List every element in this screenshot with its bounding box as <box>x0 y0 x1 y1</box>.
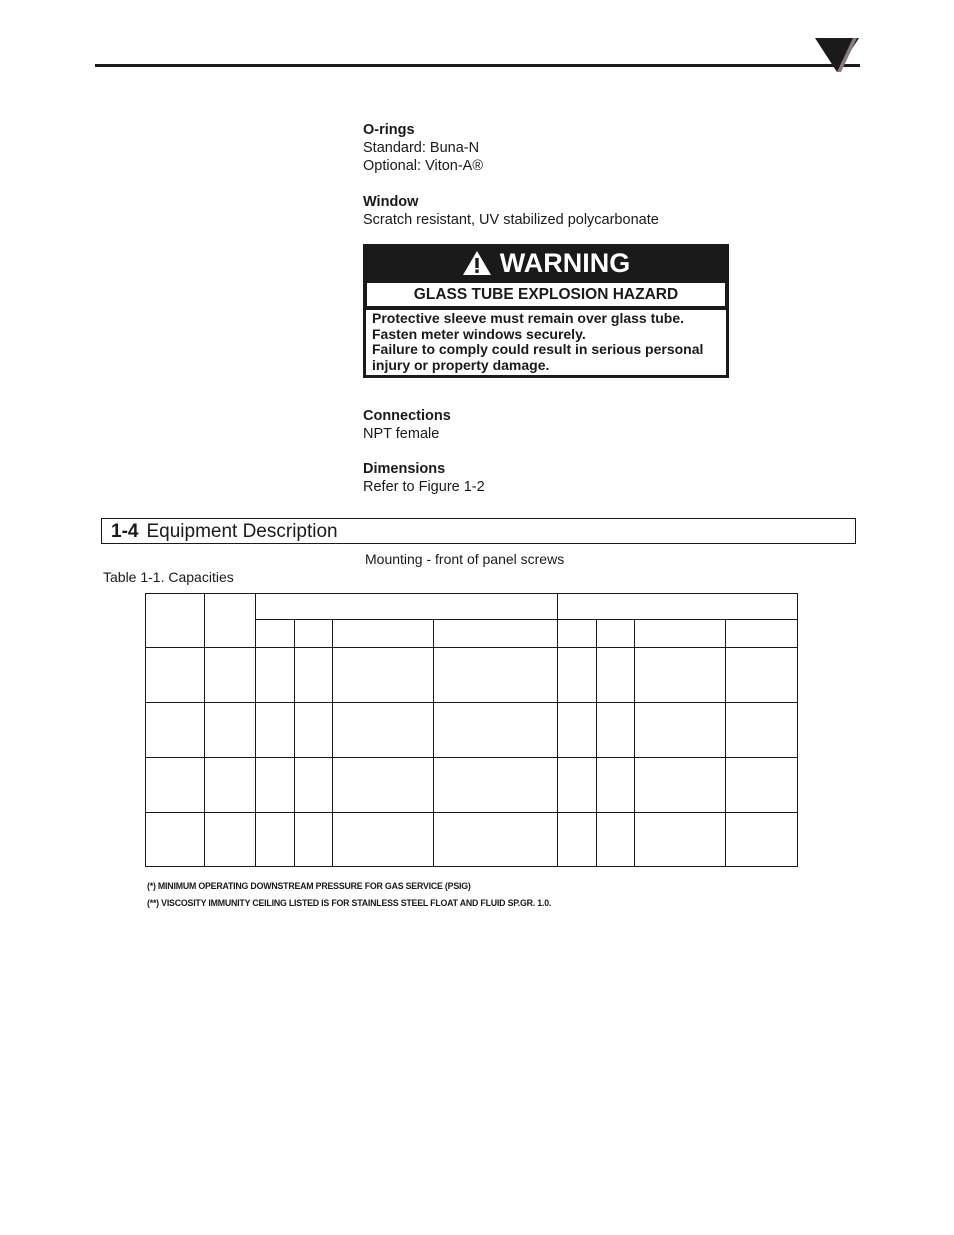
table-header-group <box>256 594 558 620</box>
table-header-cell <box>205 594 256 648</box>
window-spec <box>363 193 659 229</box>
table-header-cell <box>256 620 295 648</box>
mounting-text: Mounting - front of panel screws <box>365 551 565 567</box>
window-heading: Window <box>363 194 419 210</box>
table-header-cell <box>146 594 205 648</box>
warning-triangle-icon <box>462 250 492 276</box>
brand-logo-icon <box>813 37 861 73</box>
connections-spec <box>363 407 451 443</box>
warning-body <box>366 310 726 375</box>
section-heading <box>101 518 856 544</box>
connections-text: NPT female <box>363 426 440 442</box>
table-row <box>146 648 798 703</box>
table-header-group <box>558 594 798 620</box>
table-caption: Table 1-1. Capacities <box>103 569 234 585</box>
table-header-cell <box>726 620 798 648</box>
table-header-cell <box>295 620 333 648</box>
orings-optional: Optional: Viton-A® <box>363 158 484 174</box>
connections-heading: Connections <box>363 408 451 424</box>
warning-line: Protective sleeve must remain over glass tube. <box>372 310 685 326</box>
warning-label <box>363 244 729 378</box>
dimensions-heading: Dimensions <box>363 461 446 477</box>
section-number: 1-4 <box>111 521 139 542</box>
table-footnote: (*) MINIMUM OPERATING DOWNSTREAM PRESSURE FOR GAS SERVICE (PSIG) <box>147 881 471 891</box>
window-text: Scratch resistant, UV stabilized polycarbonate <box>363 212 659 228</box>
orings-spec <box>363 121 483 175</box>
table-header-cell <box>597 620 635 648</box>
warning-line: Fasten meter windows securely. <box>372 325 586 342</box>
dimensions-text: Refer to Figure 1-2 <box>363 479 485 495</box>
warning-title-row <box>363 244 729 282</box>
orings-heading: O-rings <box>363 122 415 138</box>
warning-title: WARNING <box>499 248 631 278</box>
table-footnote: (**) VISCOSITY IMMUNITY CEILING LISTED IS FOR STAINLESS STEEL FLOAT AND FLUID SP.GR. 1.0. <box>147 898 552 908</box>
capacities-table <box>145 593 798 867</box>
table-row <box>146 758 798 813</box>
table-header-cell <box>558 620 597 648</box>
table-header-cell <box>635 620 726 648</box>
warning-line: injury or property damage. <box>372 356 550 373</box>
table-header-row <box>146 594 798 620</box>
table-header-cell <box>434 620 558 648</box>
table-row <box>146 703 798 758</box>
table-row <box>146 813 798 867</box>
section-title: Equipment Description <box>146 521 338 542</box>
warning-line: Failure to comply could result in serious personal <box>372 341 704 357</box>
table-header-cell <box>333 620 434 648</box>
orings-standard: Standard: Buna-N <box>363 140 480 156</box>
dimensions-spec <box>363 460 485 496</box>
header-rule <box>95 64 860 67</box>
warning-subtitle: GLASS TUBE EXPLOSION HAZARD <box>366 282 726 307</box>
